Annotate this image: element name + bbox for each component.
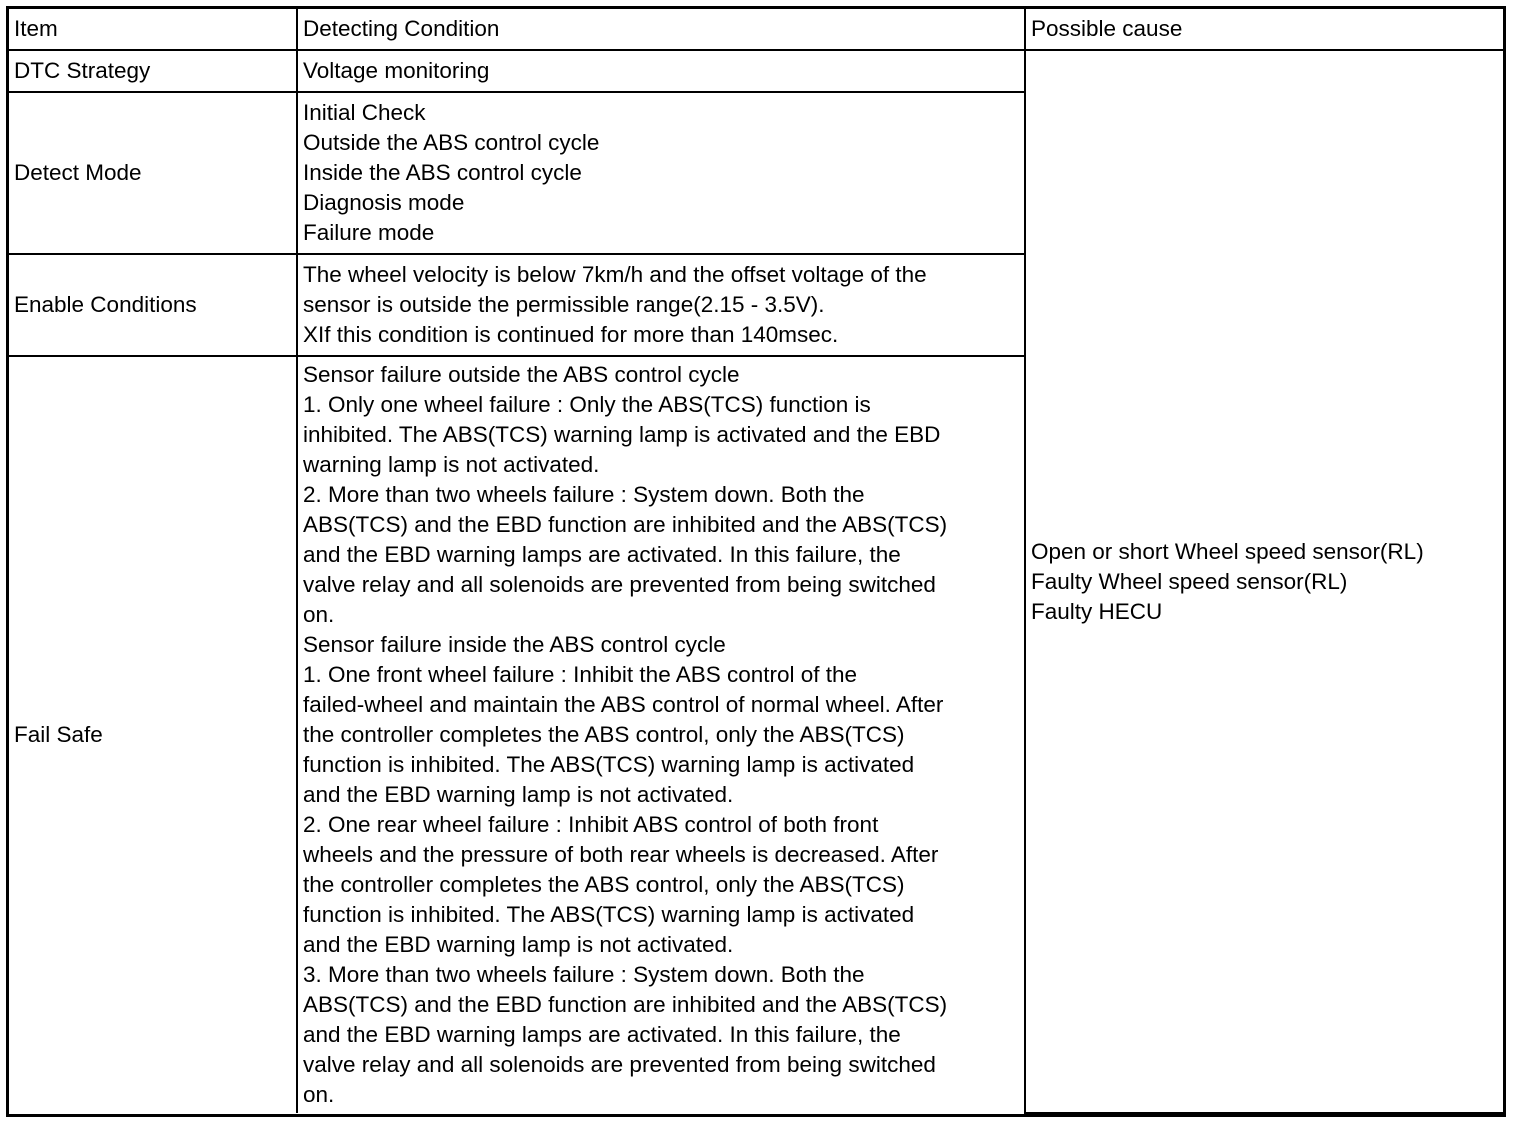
condition-line: Outside the ABS control cycle (303, 130, 600, 155)
condition-line: on. (303, 602, 335, 627)
row-item-dtc-strategy: DTC Strategy (9, 50, 297, 92)
condition-line: and the EBD warning lamps are activated. In this failure, the (303, 1022, 901, 1047)
condition-line: 1. Only one wheel failure : Only the ABS(TCS) function is (303, 392, 871, 417)
cause-line: Open or short Wheel speed sensor(RL) (1031, 538, 1424, 564)
condition-line: Sensor failure inside the ABS control cycle (303, 632, 726, 657)
table-row (9, 50, 1503, 92)
condition-line: failed-wheel and maintain the ABS control of normal wheel. After (303, 692, 944, 717)
condition-line: warning lamp is not activated. (303, 452, 600, 477)
row-item-detect-mode: Detect Mode (9, 92, 297, 254)
condition-line: ABS(TCS) and the EBD function are inhibited and the ABS(TCS) (303, 992, 948, 1017)
condition-line: and the EBD warning lamp is not activated. (303, 932, 734, 957)
dtc-table-frame (6, 6, 1506, 1117)
condition-line: 2. More than two wheels failure : System down. Both the (303, 482, 865, 507)
condition-line: Inside the ABS control cycle (303, 160, 582, 185)
row-condition-detect-mode (297, 92, 1025, 254)
row-condition-fail-safe (297, 356, 1025, 1113)
possible-cause-cell (1025, 50, 1503, 1113)
condition-line: XIf this condition is continued for more than 140msec. (303, 322, 839, 347)
row-item-enable-conditions: Enable Conditions (9, 254, 297, 356)
condition-line: the controller completes the ABS control, only the ABS(TCS) (303, 722, 905, 747)
condition-line: Initial Check (303, 100, 426, 125)
row-condition-dtc-strategy (297, 50, 1025, 92)
row-condition-enable-conditions (297, 254, 1025, 356)
header-possible-cause: Possible cause (1025, 9, 1503, 50)
cause-line: Faulty HECU (1031, 598, 1163, 624)
dtc-table (9, 9, 1503, 1114)
condition-line: Sensor failure outside the ABS control cycle (303, 362, 740, 387)
header-item: Item (9, 9, 297, 50)
condition-line: function is inhibited. The ABS(TCS) warning lamp is activated (303, 752, 915, 777)
table-header-row (9, 9, 1503, 50)
condition-line: Diagnosis mode (303, 190, 465, 215)
row-item-fail-safe: Fail Safe (9, 356, 297, 1113)
condition-line: Voltage monitoring (303, 58, 490, 83)
condition-line: inhibited. The ABS(TCS) warning lamp is activated and the EBD (303, 422, 941, 447)
condition-line: Failure mode (303, 220, 435, 245)
condition-line: valve relay and all solenoids are prevented from being switched (303, 1052, 936, 1077)
condition-line: ABS(TCS) and the EBD function are inhibited and the ABS(TCS) (303, 512, 948, 537)
condition-line: the controller completes the ABS control, only the ABS(TCS) (303, 872, 905, 897)
condition-line: and the EBD warning lamp is not activated. (303, 782, 734, 807)
condition-line: wheels and the pressure of both rear wheels is decreased. After (303, 842, 939, 867)
condition-line: sensor is outside the permissible range(2.15 - 3.5V). (303, 292, 825, 317)
condition-line: The wheel velocity is below 7km/h and the offset voltage of the (303, 262, 927, 287)
condition-line: 1. One front wheel failure : Inhibit the ABS control of the (303, 662, 858, 687)
cause-line: Faulty Wheel speed sensor(RL) (1031, 568, 1348, 594)
condition-line: 2. One rear wheel failure : Inhibit ABS control of both front (303, 812, 879, 837)
header-detecting-condition: Detecting Condition (297, 9, 1025, 50)
condition-line: on. (303, 1082, 335, 1107)
condition-line: function is inhibited. The ABS(TCS) warning lamp is activated (303, 902, 915, 927)
condition-line: valve relay and all solenoids are prevented from being switched (303, 572, 936, 597)
condition-line: 3. More than two wheels failure : System down. Both the (303, 962, 865, 987)
condition-line: and the EBD warning lamps are activated. In this failure, the (303, 542, 901, 567)
